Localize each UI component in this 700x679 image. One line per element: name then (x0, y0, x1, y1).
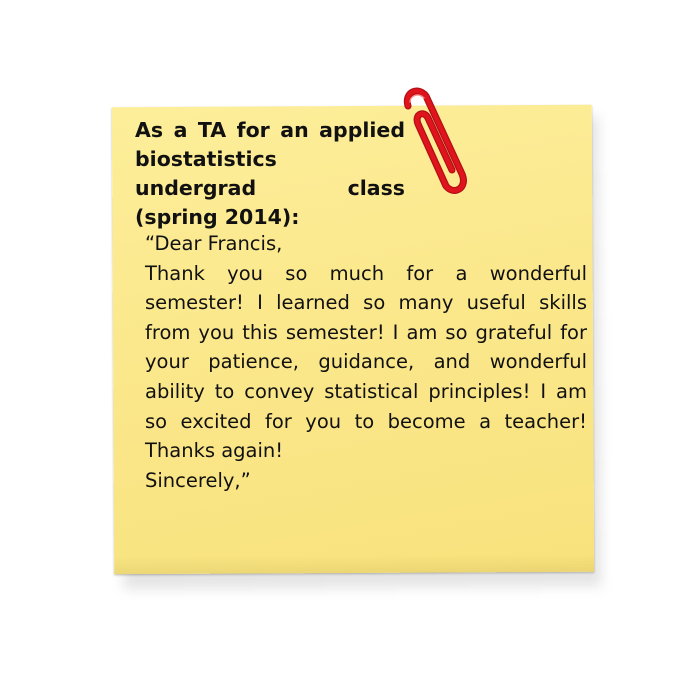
paperclip-outline (407, 91, 463, 190)
message-salutation: “Dear Francis, (145, 232, 283, 255)
note-curl (114, 554, 594, 575)
note-heading: As a TA for an applied biostatistics undergrad class (spring 2014): (135, 118, 405, 229)
message-closing: Sincerely,” (145, 468, 251, 492)
message-body (145, 229, 587, 495)
paperclip-icon (394, 82, 474, 200)
message-text: Thank you so much for a wonderful semester! I learned so many useful skills from you this semester! I am so grateful for your patience, guidance, and wonderful ability to convey statistical principles! I am so excited for you to become a teacher! Thanks again! (145, 261, 587, 463)
